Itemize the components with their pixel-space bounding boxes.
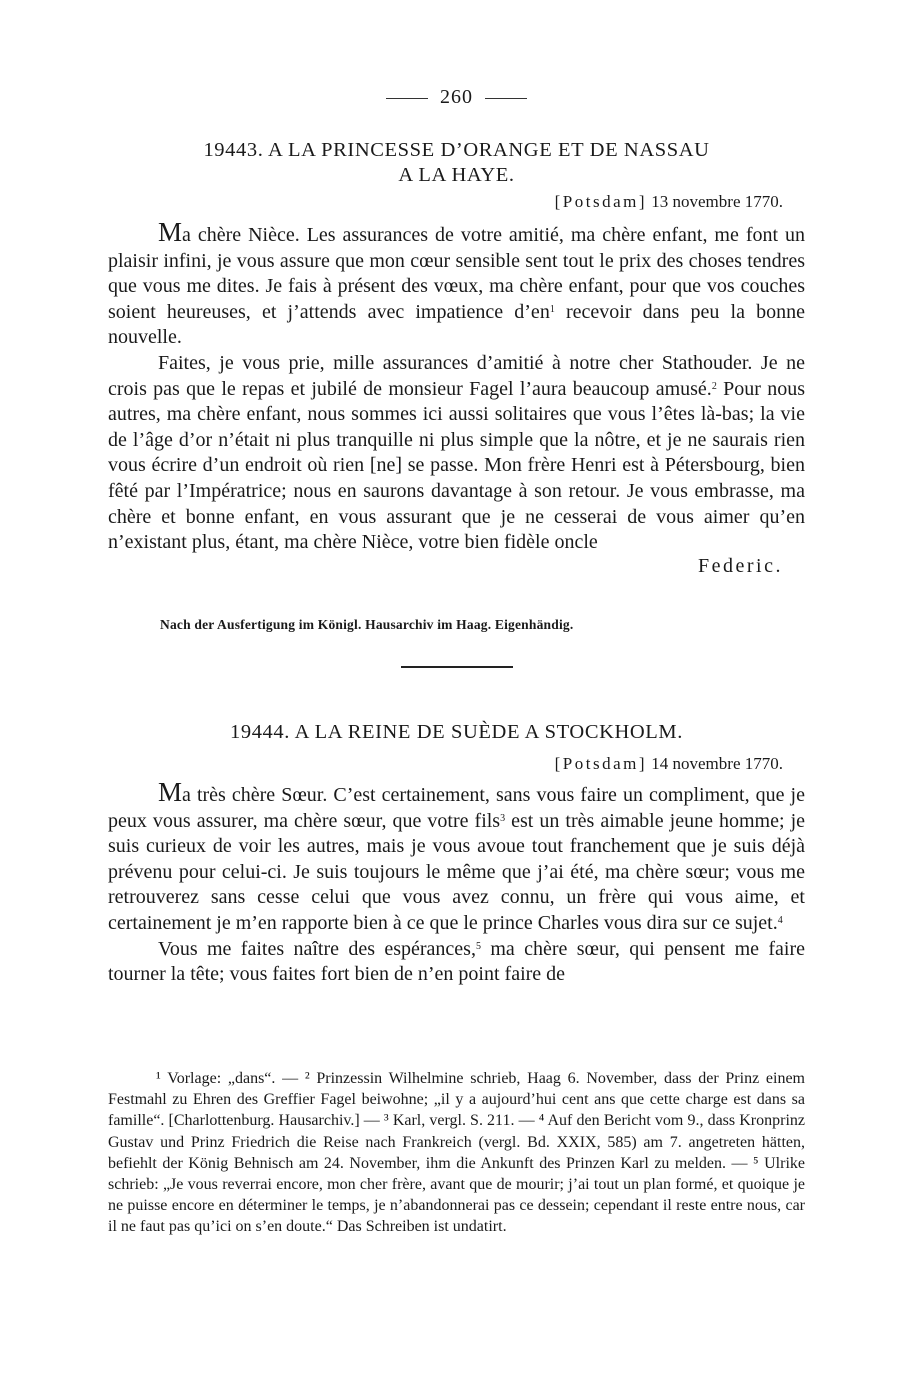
letter1-heading: 19443. A LA PRINCESSE D’ORANGE ET DE NASSAU A LA HAYE.	[203, 139, 710, 186]
letter2-paragraph-1: Ma très chère Sœur. C’est certainement, sans vous faire un compliment, que je peux vous assurer, ma chère sœur, que votre fils$^3$ est un très aimable jeune homme; je suis curieux de voir les autres, mais je vous avoue tout franchement que je suis déjà prévenu pour celui-ci. Je suis toujours le même que j’ai été, ma chère sœur; vous me retrouverez sans cesse celui que vous avez connu, un frère qui vous aime, et certainement je m’en rapporte bien à ce que le prince Charles vous dira sur ce sujet.$^4$	[108, 777, 805, 934]
section-divider	[401, 666, 513, 668]
letter1-date: [Potsdam] 13 novembre 1770.	[554, 192, 783, 211]
footnotes: ¹ Vorlage: „dans“. — ² Prinzessin Wilhelmine schrieb, Haag 6. November, dass der Prinz einem Festmahl zu Ehren des Greffier Fagel beiwohne; „il y a aujourd’hui cent ans que cette charge est dans sa famille“. [Charlottenburg. Hausarchiv.] — ³ Karl, vergl. S. 211. — ⁴ Auf den Bericht vom 9., dass Kronprinz Gustav und Prinz Friedrich die Reise nach Frankreich (vergl. Bd. XXIX, 585) am 7. angetreten hätten, befiehlt der König Behnisch am 24. November, ihm die Ankunft des Prinzen Karl zu melden. — ⁵ Ulrike schrieb: „Je vous reverrai encore, mon cher frère, avant que de mourir; j’ai tout un plan formé, et quoique je ne puisse encore en déterminer le temps, je n’abandonnerai pas ce dessein; cependant il reste entre nous, car il ne faut pas qu’ici on s’en doute.“ Das Schreiben ist undatirt.	[108, 1070, 805, 1236]
letter2-heading: 19444. A LA REINE DE SUÈDE A STOCKHOLM.	[230, 721, 683, 743]
letter2-date: [Potsdam] 14 novembre 1770.	[554, 754, 783, 773]
letter2-paragraph-2: Vous me faites naître des espérances,$^5$ ma chère sœur, qui pensent me faire tourner la tête; vous faites fort bien de n’en point faire de	[108, 937, 805, 986]
letter2-body	[108, 777, 805, 988]
page-number: 260	[108, 86, 805, 109]
letter1-paragraph-1: Ma chère Nièce. Les assurances de votre amitié, ma chère enfant, me font un plaisir infini, je vous assure que mon cœur sensible sent tout le prix des choses tendres que vous me dites. Je fais à présent des vœux, ma chère enfant, pour que vos couches soient heureuses, et j’attends avec impatience $d’en^1$ recevoir dans peu la bonne nouvelle.	[108, 217, 806, 349]
letter1-source-note: Nach der Ausfertigung im Königl. Hausarchiv im Haag. Eigenhändig.	[160, 617, 574, 632]
letter1-paragraph-2: Faites, je vous prie, mille assurances d’amitié à notre cher Stathouder. Je ne crois pas que le repas et jubilé de monsieur Fagel l’aura beaucoup amusé.$^2$ Pour nous autres, ma chère enfant, nous sommes ici aussi solitaires que vous l’êtes là-bas; la vie de l’âge d’or n’était ni plus tranquille ni plus simple que la nôtre, et je ne saurais rien vous écrire d’un endroit où rien [ne] se passe. Mon frère Henri est à Pétersbourg, bien fêté par l’Impératrice; nous en saurons davantage à son retour. Je vous embrasse, ma chère et bonne enfant, en vous assurant que je ne cesserai de vous aimer qu’en n’existant plus, étant, ma chère Nièce, votre bien fidèle oncle	[108, 351, 805, 554]
letter1-body	[108, 217, 806, 579]
signature: Federic.	[698, 554, 783, 577]
